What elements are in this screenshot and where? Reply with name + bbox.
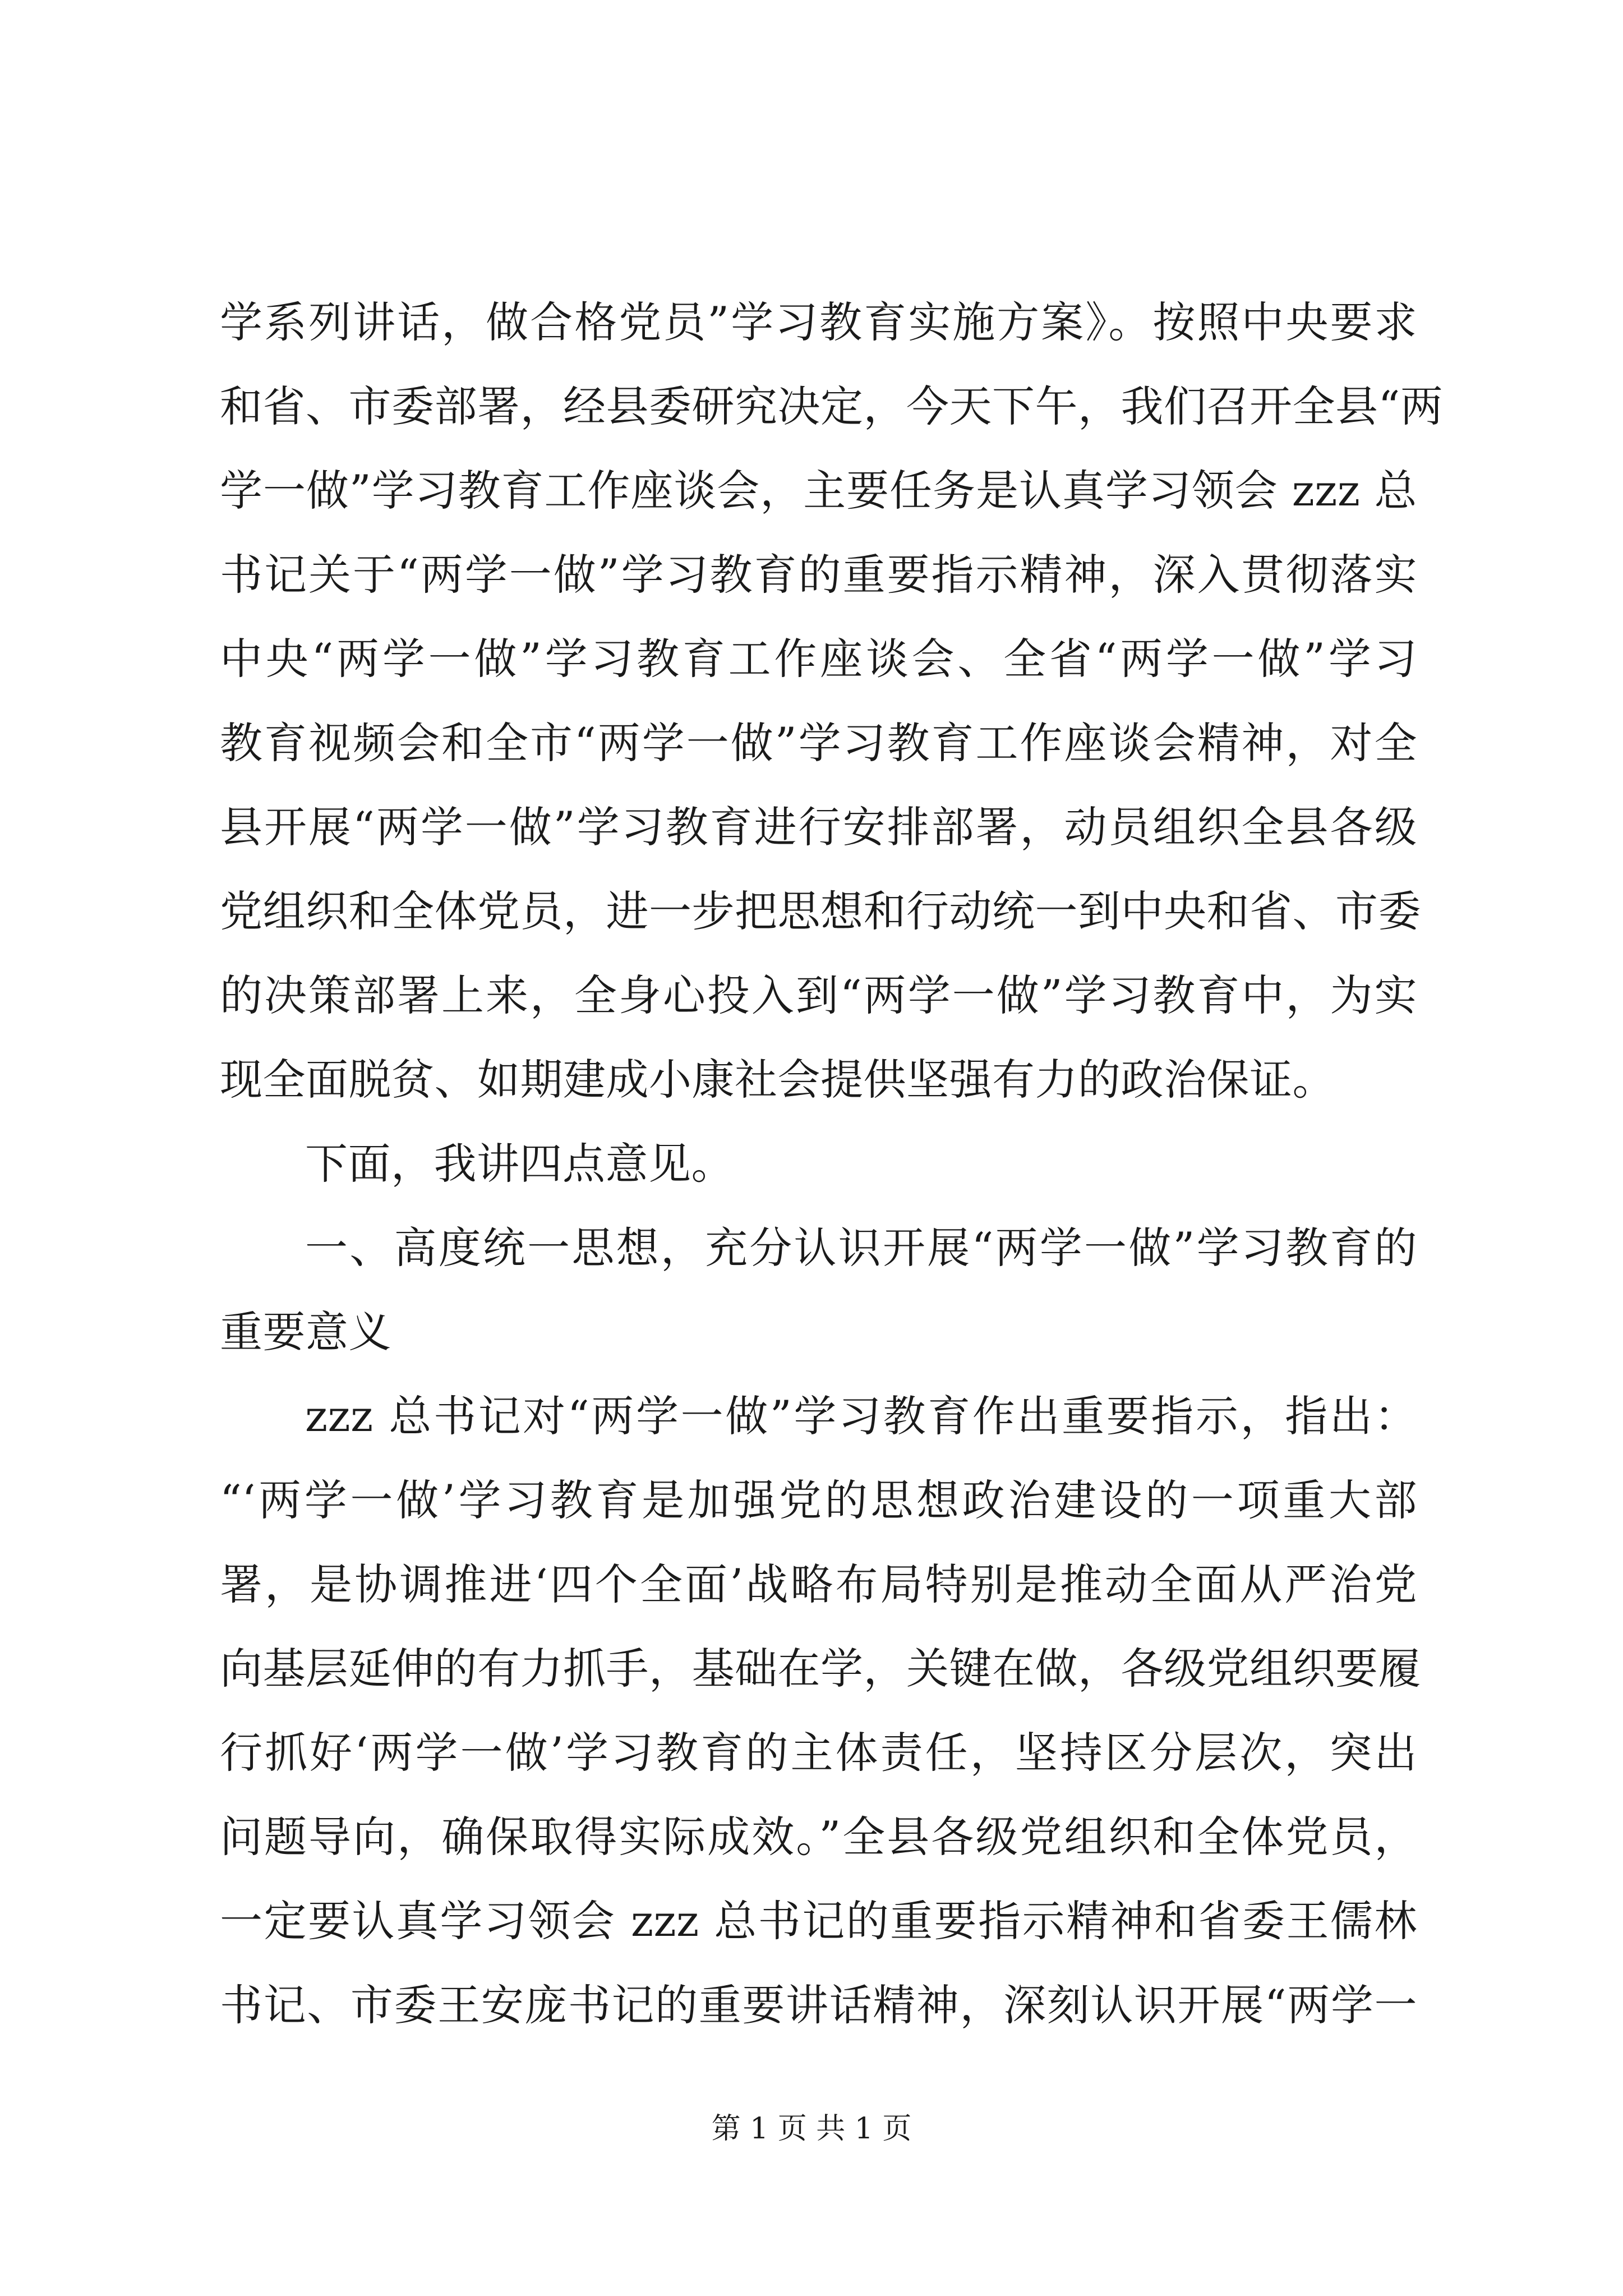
text-line: 县开展“两学一做”学习教育进行安排部署，动员组织全县各级 bbox=[220, 802, 1417, 852]
text-line: zzz 总书记对“两学一做”学习教育作出重要指示，指出： bbox=[305, 1391, 1417, 1441]
text-line: 问题导向，确保取得实际成效。”全县各级党组织和全体党员， bbox=[220, 1812, 1417, 1862]
text-line: 学一做”学习教育工作座谈会，主要任务是认真学习领会 zzz 总 bbox=[220, 466, 1417, 516]
text-line: 和省、市委部署，经县委研究决定，今天下午，我们召开全县“两 bbox=[220, 381, 1444, 431]
text-line: 学系列讲话，做合格党员”学习教育实施方案》。按照中央要求 bbox=[220, 297, 1417, 347]
document-body bbox=[220, 280, 1444, 2047]
text-line: 下面，我讲四点意见。 bbox=[305, 1139, 734, 1189]
text-line: 署，是协调推进‘四个全面’战略布局特别是推动全面从严治党 bbox=[220, 1559, 1417, 1609]
text-line: 中央“两学一做”学习教育工作座谈会、全省“两学一做”学习 bbox=[220, 634, 1417, 684]
text-line: 书记关于“两学一做”学习教育的重要指示精神，深入贯彻落实 bbox=[220, 550, 1417, 600]
text-line: 向基层延伸的有力抓手，基础在学，关键在做，各级党组织要履 bbox=[220, 1644, 1421, 1694]
text-line: 一定要认真学习领会 zzz 总书记的重要指示精神和省委王儒林 bbox=[220, 1896, 1417, 1946]
text-line: “‘两学一做’学习教育是加强党的思想政治建设的一项重大部 bbox=[220, 1475, 1417, 1525]
text-line: 现全面脱贫、如期建成小康社会提供坚强有力的政治保证。 bbox=[220, 1055, 1335, 1105]
text-line: 行抓好‘两学一做’学习教育的主体责任，坚持区分层次，突出 bbox=[220, 1728, 1417, 1778]
text-line: 的决策部署上来，全身心投入到“两学一做”学习教育中，为实 bbox=[220, 970, 1417, 1020]
section-heading-line: 重要意义 bbox=[220, 1307, 391, 1357]
page-footer: 第 1 页 共 1 页 bbox=[711, 2112, 912, 2146]
text-line: 书记、市委王安庞书记的重要讲话精神，深刻认识开展“两学一 bbox=[220, 1980, 1417, 2030]
section-heading-line: 一、高度统一思想，充分认识开展“两学一做”学习教育的 bbox=[305, 1223, 1417, 1273]
text-line: 党组织和全体党员，进一步把思想和行动统一到中央和省、市委 bbox=[220, 886, 1421, 936]
text-line: 教育视频会和全市“两学一做”学习教育工作座谈会精神，对全 bbox=[220, 718, 1417, 768]
